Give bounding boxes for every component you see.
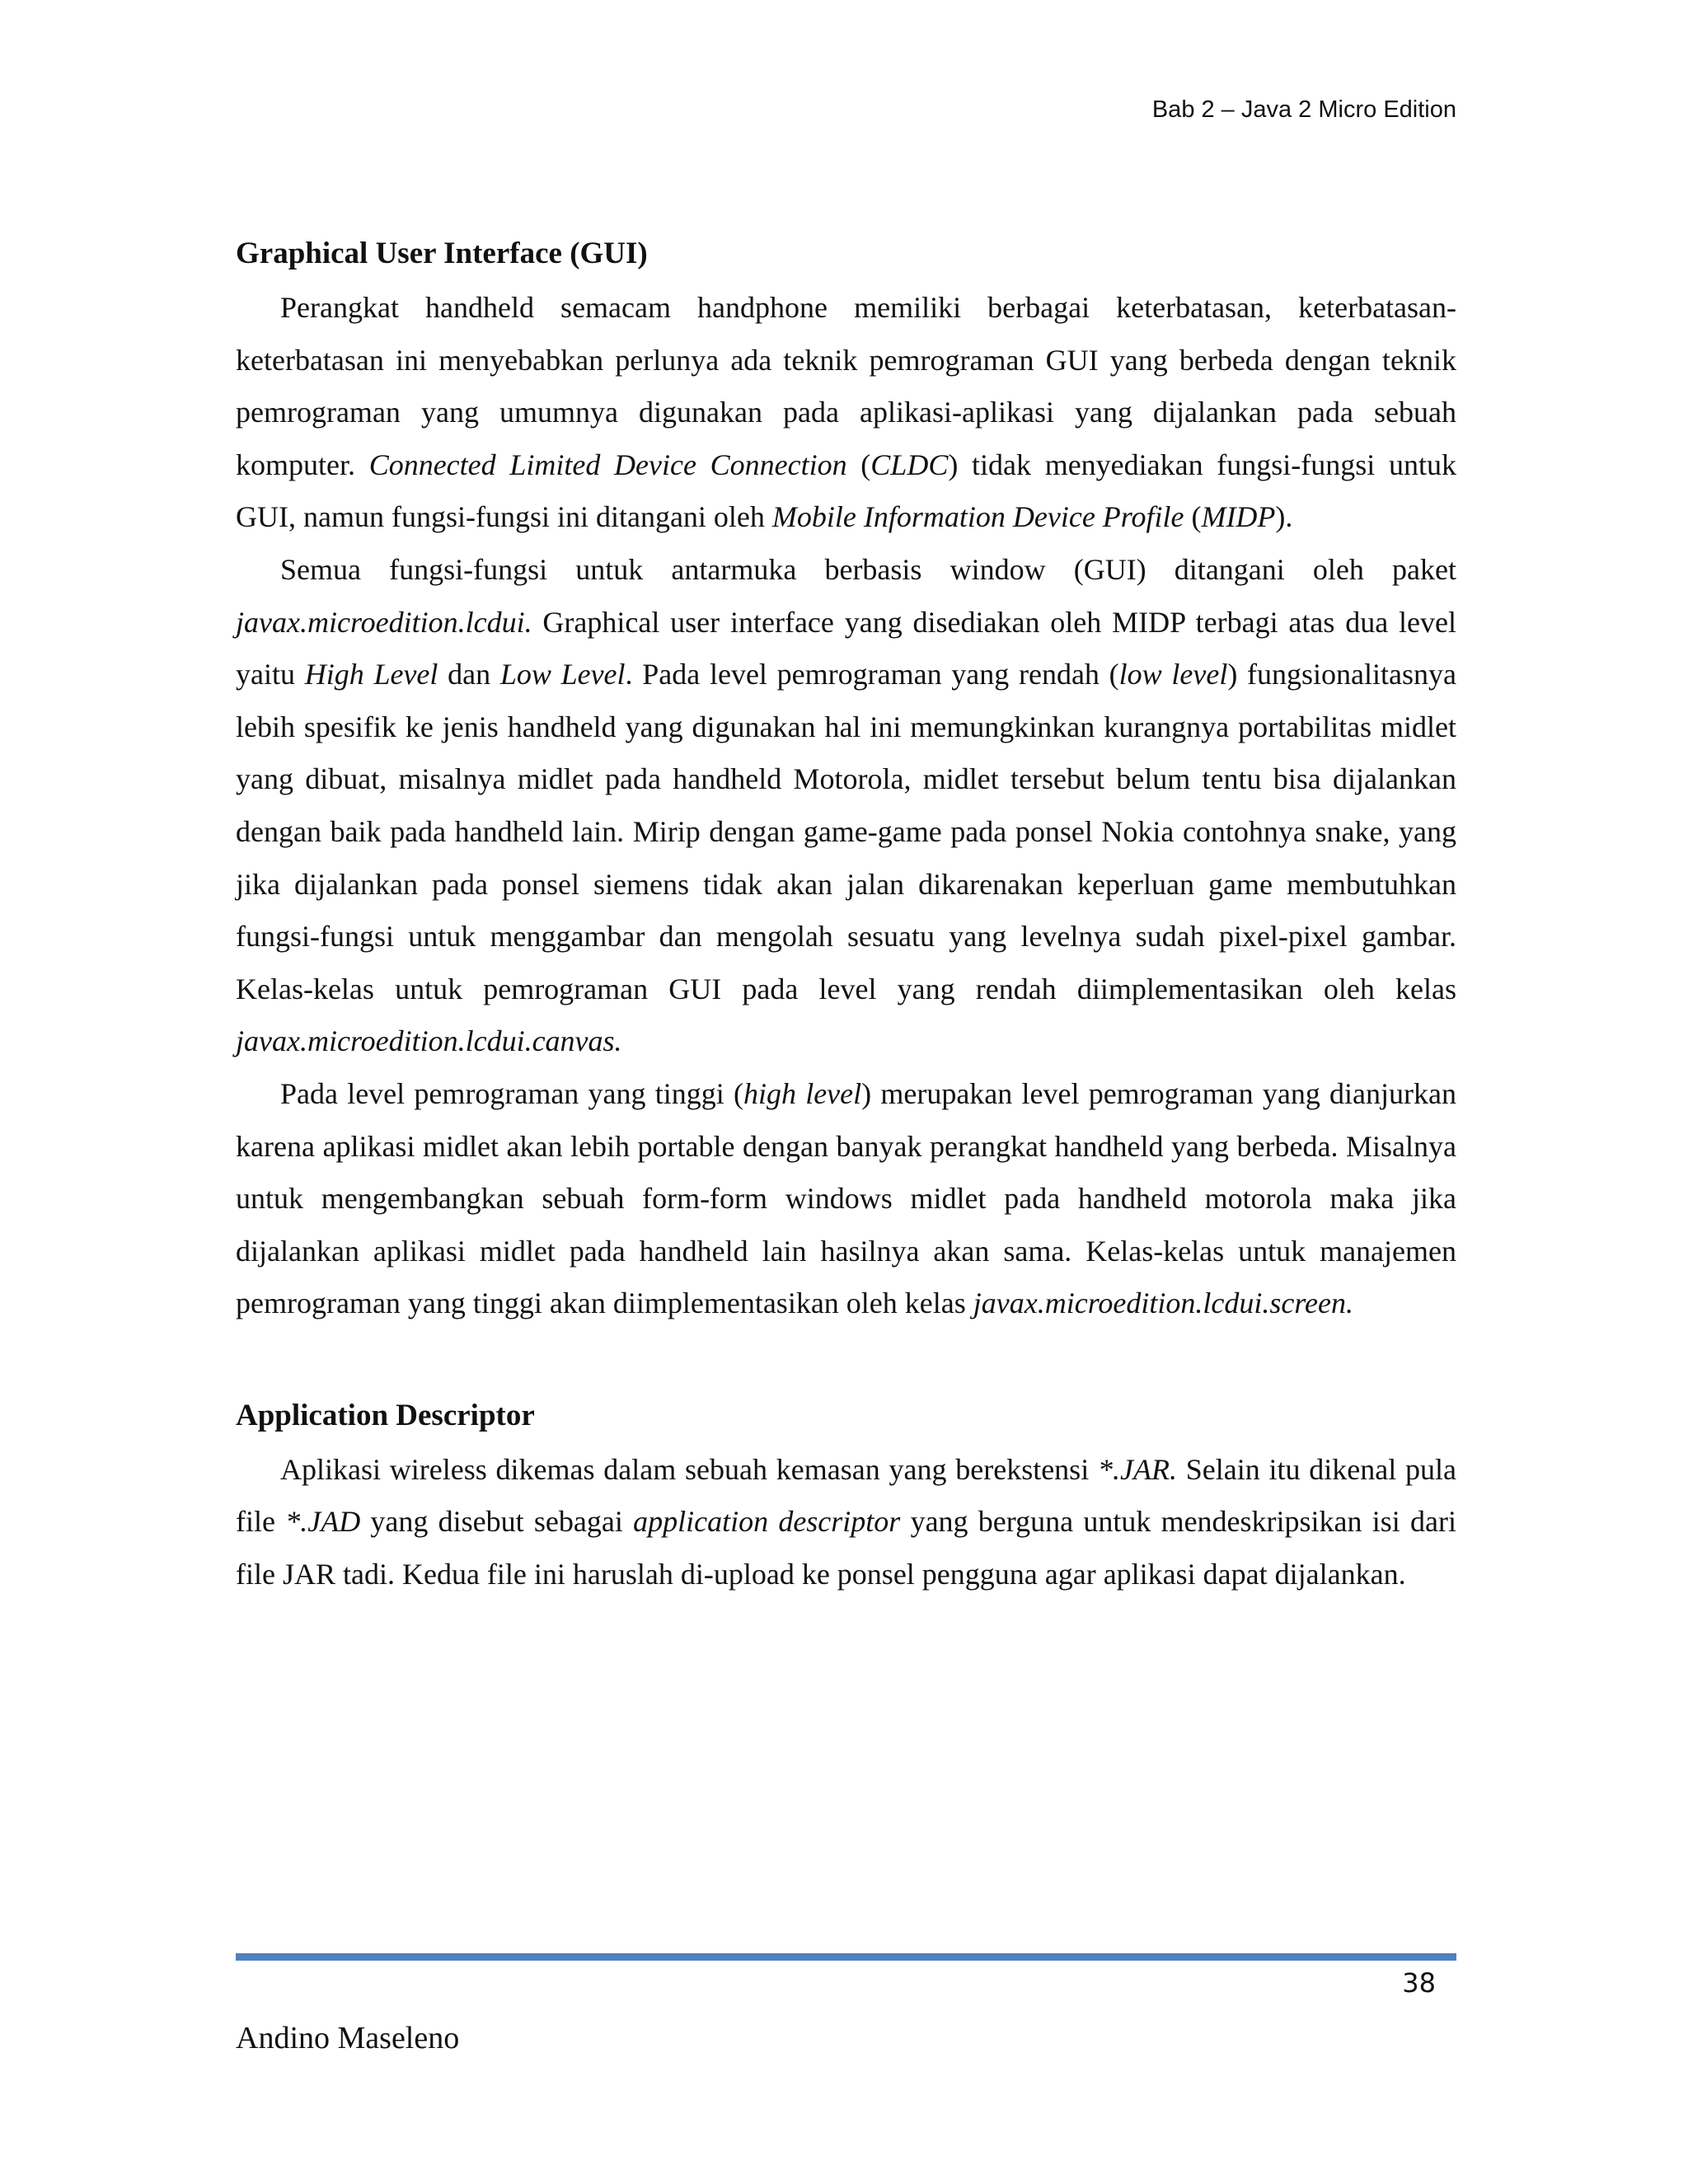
italic-term: *.JAD xyxy=(285,1505,361,1539)
footer-author: Andino Maseleno xyxy=(236,2021,460,2055)
italic-term: javax.microedition.lcdui.screen. xyxy=(973,1286,1353,1320)
paragraph-gui-high-level xyxy=(236,1068,1456,1330)
footer-rule xyxy=(236,1953,1456,1961)
section-heading-gui: Graphical User Interface (GUI) xyxy=(236,237,648,270)
text-run: ). xyxy=(1275,500,1293,534)
italic-term: javax.microedition.lcdui. xyxy=(236,605,532,639)
text-run: Pada level pemrograman yang tinggi ( xyxy=(280,1076,743,1110)
text-run: dan xyxy=(438,658,500,691)
text-run: ) merupakan level pemrograman yang dianjurkan karena aplikasi midlet akan lebih portable dengan banyak perangkat handheld yang berbeda. Misalnya untuk mengembangkan sebuah form-form windows midlet pada handheld motorola maka jika dijalankan aplikasi midlet pada handheld lain hasilnya akan sama. Kelas-kelas untuk manajemen pemrograman yang tinggi akan diimplementasikan oleh kelas xyxy=(236,1076,1456,1320)
text-run: ( xyxy=(1184,500,1202,534)
italic-term: Mobile Information Device Profile xyxy=(771,500,1184,534)
text-run: ) tidak menyediakan fungsi-fungsi untuk GUI, namun fungsi-fungsi ini ditangani oleh xyxy=(236,448,1456,534)
italic-term: MIDP xyxy=(1201,500,1276,534)
text-run: ( xyxy=(846,448,871,481)
page-number: 38 xyxy=(1402,1967,1436,1999)
section-heading-app-descriptor: Application Descriptor xyxy=(236,1398,535,1432)
text-run: yang disebut sebagai xyxy=(360,1505,634,1539)
text-run: Selain itu dikenal pula file xyxy=(236,1452,1457,1539)
italic-term: application descriptor xyxy=(633,1505,901,1539)
text-run: yang berguna untuk mendeskripsikan isi dari file JAR tadi. Kedua file ini haruslah di-upload ke ponsel pengguna agar aplikasi dapat dijalankan. xyxy=(236,1505,1456,1591)
text-run: Perangkat handheld semacam handphone memiliki berbagai keterbatasan, keterbatasan-keterbatasan ini menyebabkan perlunya ada teknik pemrograman GUI yang berbeda dengan teknik pemrograman yang umumnya digunakan pada aplikasi-aplikasi yang dijalankan pada sebuah komputer. xyxy=(236,291,1456,481)
italic-term: High Level xyxy=(304,658,438,691)
italic-term: Connected Limited Device Connection xyxy=(368,448,847,481)
paragraph-gui-levels xyxy=(236,544,1456,1068)
italic-term: javax.microedition.lcdui.canvas. xyxy=(236,1024,622,1058)
italic-term: high level xyxy=(743,1076,862,1110)
text-run: . Pada level pemrograman yang rendah ( xyxy=(625,658,1119,691)
text-run: Graphical user interface yang disediakan oleh MIDP terbagi atas dua level yaitu xyxy=(236,605,1456,691)
text-run: Aplikasi wireless dikemas dalam sebuah kemasan yang berekstensi xyxy=(280,1452,1098,1486)
running-header: Bab 2 – Java 2 Micro Edition xyxy=(1151,96,1456,123)
text-run: Semua fungsi-fungsi untuk antarmuka berbasis window (GUI) ditangani oleh paket xyxy=(280,552,1456,586)
italic-term: low level xyxy=(1118,658,1228,691)
main-content xyxy=(236,232,1456,1601)
italic-term: CLDC xyxy=(870,448,949,481)
paragraph-app-descriptor xyxy=(236,1444,1456,1601)
text-run: ) fungsionalitasnya lebih spesifik ke jenis handheld yang digunakan hal ini memungkinkan kurangnya portabilitas midlet yang dibuat, misalnya midlet pada handheld Motorola, midlet tersebut belum tentu bisa dijalankan dengan baik pada handheld lain. Mirip dengan game-game pada ponsel Nokia contohnya snake, yang jika dijalankan pada ponsel siemens tidak akan jalan dikarenakan keperluan game membutuhkan fungsi-fungsi untuk menggambar dan mengolah sesuatu yang levelnya sudah pixel-pixel gambar. Kelas-kelas untuk pemrograman GUI pada level yang rendah diimplementasikan oleh kelas xyxy=(236,658,1457,1005)
italic-term: Low Level xyxy=(499,658,626,691)
italic-term: *.JAR. xyxy=(1097,1452,1177,1486)
paragraph-gui-intro xyxy=(236,282,1456,544)
